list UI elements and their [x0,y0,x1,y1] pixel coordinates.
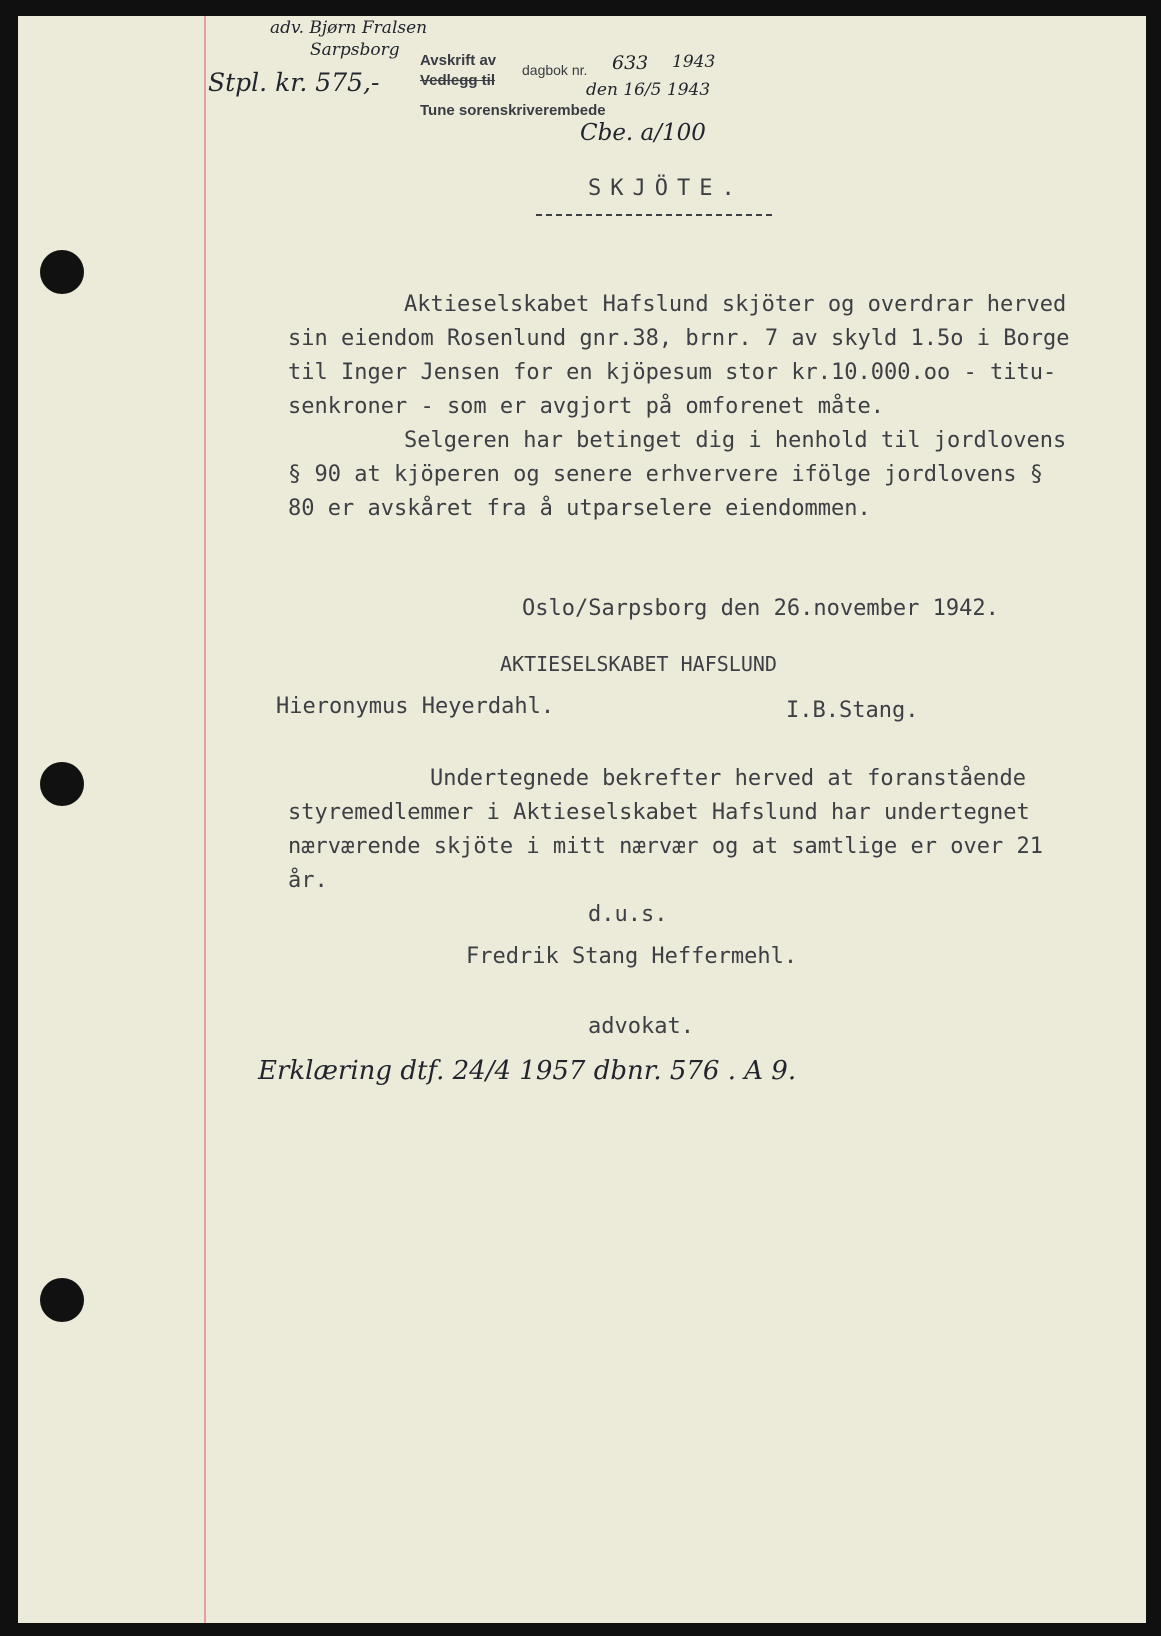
stamp-avskrift: Avskrift av [420,52,497,69]
dagbok-year: 1943 [672,52,716,72]
confirm-line: år. [288,868,328,893]
dagbok-number: 633 [612,52,649,74]
body-line: sin eiendom Rosenlund gnr.38, brnr. 7 av skyld 1.5o i Borge [288,326,1070,351]
signer-right: I.B.Stang. [786,698,919,723]
body-line: Selgeren har betinget dig i henhold til jordlovens [404,428,1067,453]
witness-title: advokat. [588,1014,694,1039]
confirm-line: nærværende skjöte i mitt nærvær og at samtlige er over 21 [288,834,1043,859]
handwritten-top-note-2: Sarpsborg [310,40,400,60]
handwritten-ref-number: Stpl. kr. 575,- [208,68,380,97]
stamp-office: Tune sorenskriverembede [420,102,606,119]
witness-name: Fredrik Stang Heffermehl. [466,944,798,969]
handwritten-top-note-1: adv. Bjørn Fralsen [270,18,428,38]
confirm-line: Undertegnede bekrefter herved at foranstående [430,766,1027,791]
margin-line [204,16,206,1623]
punch-hole [40,762,84,806]
place-date: Oslo/Sarpsborg den 26.november 1942. [522,596,999,621]
punch-hole [40,250,84,294]
handwritten-initials: Cbe. a/100 [580,120,706,146]
confirm-line: styremedlemmer i Aktieselskabet Hafslund har undertegnet [288,800,1030,825]
handwritten-erklaering: Erklæring dtf. 24/4 1957 dbnr. 576 . A 9. [258,1056,797,1086]
handwritten-date: den 16/5 1943 [586,80,711,100]
punch-hole [40,1278,84,1322]
company-name: AKTIESELSKABET HAFSLUND [500,652,777,676]
title-underline [536,214,772,216]
document-title: SKJÖTE. [588,176,744,201]
stamp-dagbok-label: dagbok nr. [522,62,588,78]
stamp-vedlegg: Vedlegg til [420,72,496,89]
body-line: senkroner - som er avgjort på omforenet måte. [288,394,885,419]
body-line: til Inger Jensen for en kjöpesum stor kr.10.000.oo - titu- [288,360,1057,385]
body-line: § 90 at kjöperen og senere erhververe ifölge jordlovens § [288,462,1043,487]
body-line: 80 er avskåret fra å utparselere eiendommen. [288,496,871,521]
document-page [18,16,1146,1623]
dus-abbrev: d.u.s. [588,902,668,927]
body-line: Aktieselskabet Hafslund skjöter og overdrar herved [404,292,1067,317]
signer-left: Hieronymus Heyerdahl. [276,694,555,719]
